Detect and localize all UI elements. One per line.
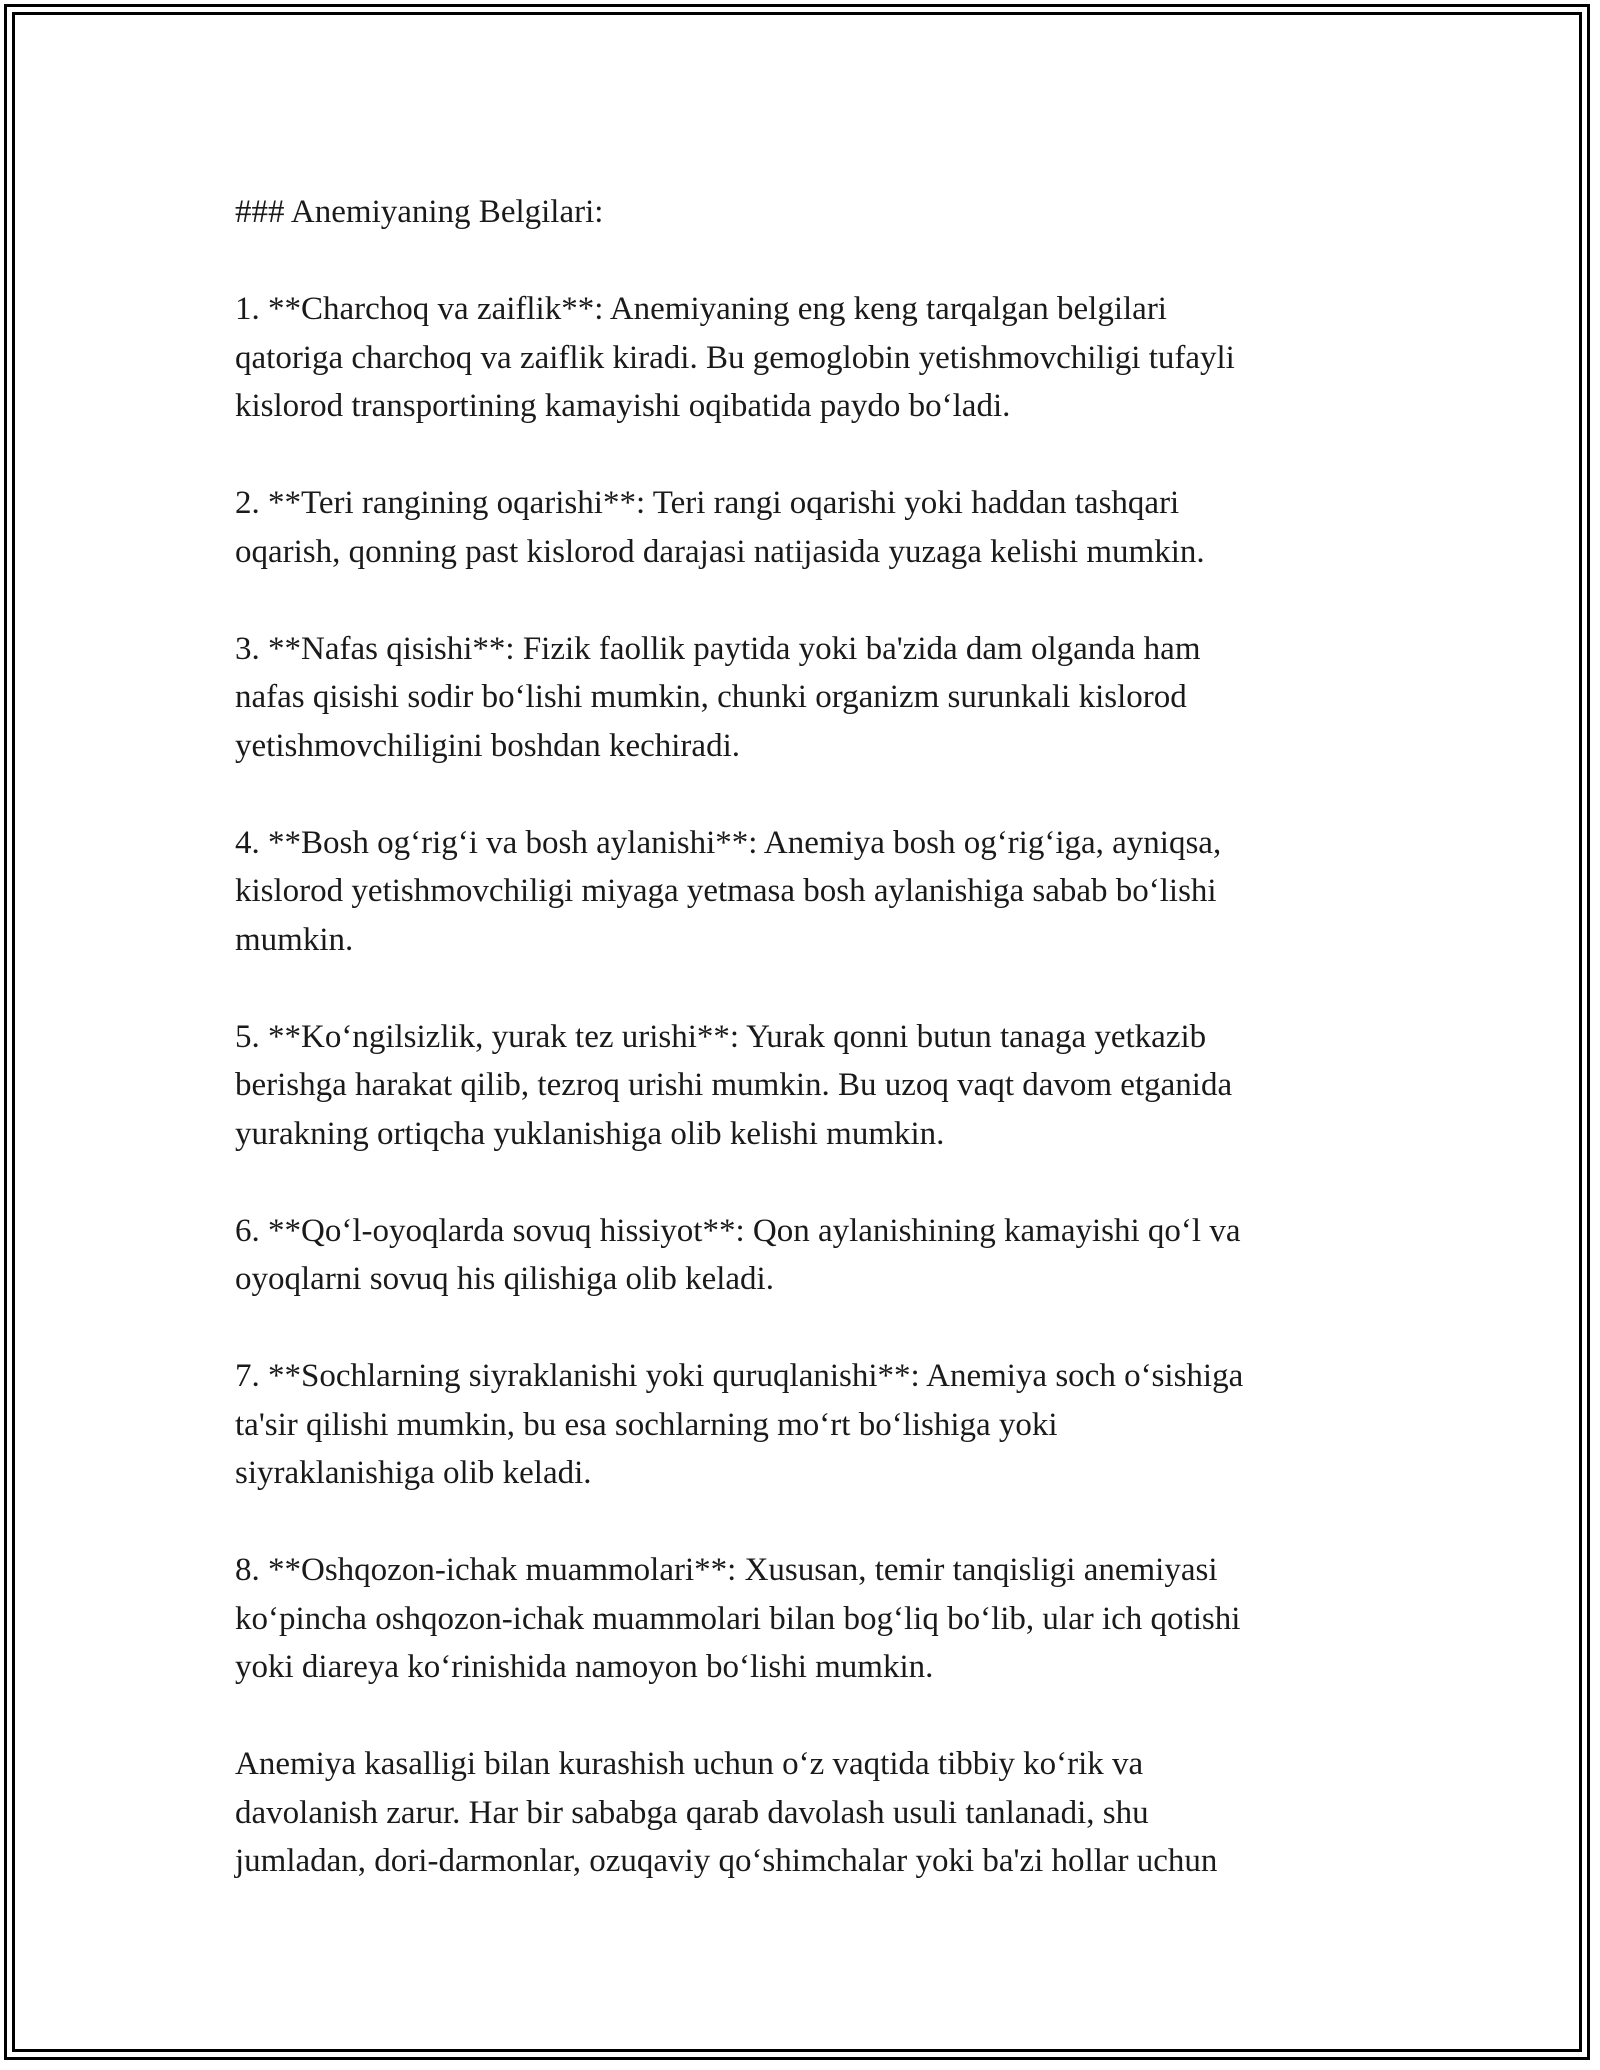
list-item-6: 6. **Qo‘l-oyoqlarda sovuq hissiyot**: Qon aylanishining kamayishi qo‘l va oyoqlarni sovuq his qilishiga olib keladi. [235, 1212, 1241, 1297]
list-item-3: 3. **Nafas qisishi**: Fizik faollik paytida yoki ba'zida dam olganda ham nafas qisishi sodir bo‘lishi mumkin, chunki organizm surunkali kislorod yetishmovchiligini boshdan kechiradi. [235, 630, 1201, 764]
list-item-5: 5. **Ko‘ngilsizlik, yurak tez urishi**: Yurak qonni butun tanaga yetkazib berishga harakat qilib, tezroq urishi mumkin. Bu uzoq vaqt davom etganida yurakning ortiqcha yuklanishiga olib kelishi mumkin. [235, 1018, 1233, 1152]
list-item-8: 8. **Oshqozon-ichak muammolari**: Xususan, temir tanqisligi anemiyasi ko‘pincha oshqozon-ichak muammolari bilan bog‘liq bo‘lib, ular ich qotishi yoki diareya ko‘rinishida namoyon bo‘lishi mumkin. [235, 1552, 1241, 1685]
list-item-4: 4. **Bosh og‘rig‘i va bosh aylanishi**: Anemiya bosh og‘rig‘iga, ayniqsa, kislorod yetishmovchiligi miyaga yetmasa bosh aylanishiga sabab bo‘lishi mumkin. [235, 824, 1222, 958]
list-item-7: 7. **Sochlarning siyraklanishi yoki quruqlanishi**: Anemiya soch o‘sishiga ta'sir qilishi mumkin, bu esa sochlarning mo‘rt bo‘lishiga yoki siyraklanishiga olib keladi. [235, 1358, 1244, 1491]
document-body [235, 188, 1385, 1886]
list-item-2: 2. **Teri rangining oqarishi**: Teri rangi oqarishi yoki haddan tashqari oqarish, qonning past kislorod darajasi natijasida yuzaga kelishi mumkin. [235, 485, 1205, 570]
closing-paragraph: Anemiya kasalligi bilan kurashish uchun o‘z vaqtida tibbiy ko‘rik va davolanish zarur. Har bir sababga qarab davolash usuli tanlanadi, shu jumladan, dori-darmonlar, ozuqaviy qo‘shimchalar yoki ba'zi hollar uchun [235, 1746, 1218, 1879]
section-heading: ### Anemiyaning Belgilari: [235, 194, 604, 230]
list-item-1: 1. **Charchoq va zaiflik**: Anemiyaning eng keng tarqalgan belgilari qatoriga charchoq va zaiflik kiradi. Bu gemoglobin yetishmovchiligi tufayli kislorod transportining kamayishi oqibatida paydo bo‘ladi. [235, 291, 1235, 424]
